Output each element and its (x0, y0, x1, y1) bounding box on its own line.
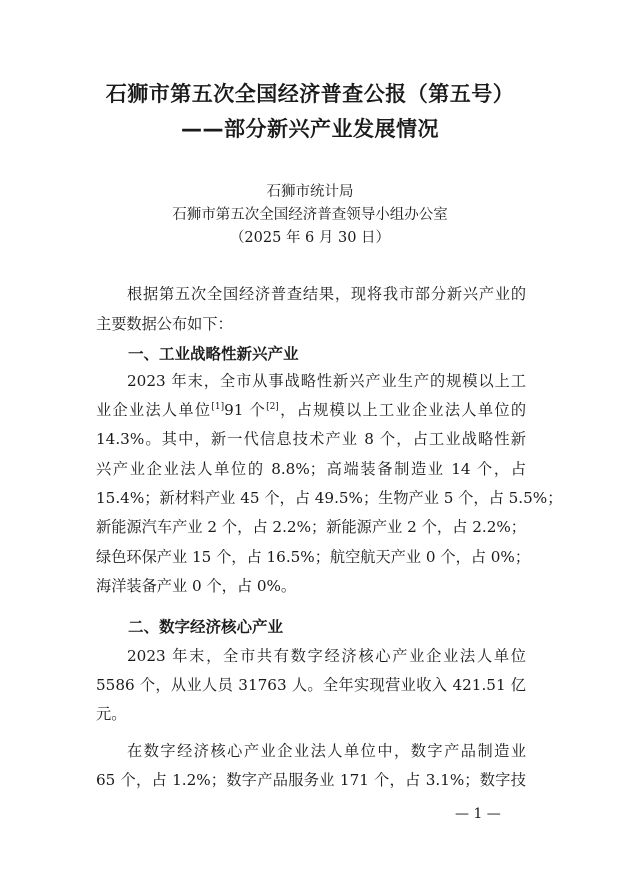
issuer-bureau: 石狮市统计局 (266, 184, 354, 200)
section2-p1-line-1: 2023 年末，全市共有数字经济核心产业企业法人单位 (127, 647, 526, 665)
section2-heading: 二、数字经济核心产业 (128, 618, 284, 636)
section1-line-8: 海洋装备产业 0 个，占 0%。 (96, 577, 297, 595)
section2-p2-line-2: 65 个，占 1.2%；数字产品服务业 171 个，占 3.1%；数字技 (96, 771, 526, 789)
publish-date: （2025 年 6 月 30 日） (229, 230, 391, 246)
title-line-1: 石狮市第五次全国经济普查公报（第五号） (105, 82, 515, 106)
section2-p1-line-2: 5586 个，从业人员 31763 人。全年实现营业收入 421.51 亿 (96, 676, 526, 694)
section1-line-6: 新能源汽车产业 2 个，占 2.2%；新能源产业 2 个，占 2.2%； (96, 518, 526, 536)
section1-line-1: 2023 年末，全市从事战略性新兴产业生产的规模以上工 (127, 372, 526, 390)
section1-line-2a: 业企业法人单位 (96, 401, 212, 419)
page-number: — 1 — (455, 806, 501, 822)
section1-line-4: 兴产业企业法人单位的 8.8%；高端装备制造业 14 个，占 (96, 460, 526, 478)
title-line-2: ——部分新兴产业发展情况 (181, 117, 439, 141)
intro-line-2: 主要数据公布如下： (96, 315, 233, 333)
section1-heading: 一、工业战略性新兴产业 (128, 345, 299, 363)
section1-line-3: 14.3%。其中，新一代信息技术产业 8 个，占工业战略性新 (96, 430, 526, 448)
footnote-ref-2: [2] (266, 401, 279, 412)
section2-p1-line-3: 元。 (96, 705, 127, 723)
section1-line-2b: 91 个 (224, 401, 267, 419)
issuer-office: 石狮市第五次全国经济普查领导小组办公室 (172, 207, 448, 223)
section1-line-2 (96, 399, 526, 420)
section1-line-7: 绿色环保产业 15 个，占 16.5%；航空航天产业 0 个，占 0%； (96, 548, 531, 566)
footnote-ref-1: [1] (211, 401, 225, 412)
intro-line-1: 根据第五次全国经济普查结果，现将我市部分新兴产业的 (127, 285, 526, 303)
section1-line-2c: ，占规模以上工业企业法人单位的 (278, 401, 527, 419)
section2-p2-line-1: 在数字经济核心产业企业法人单位中，数字产品制造业 (127, 742, 526, 760)
section1-line-5: 15.4%；新材料产业 45 个，占 49.5%；生物产业 5 个，占 5.5%； (96, 489, 563, 507)
